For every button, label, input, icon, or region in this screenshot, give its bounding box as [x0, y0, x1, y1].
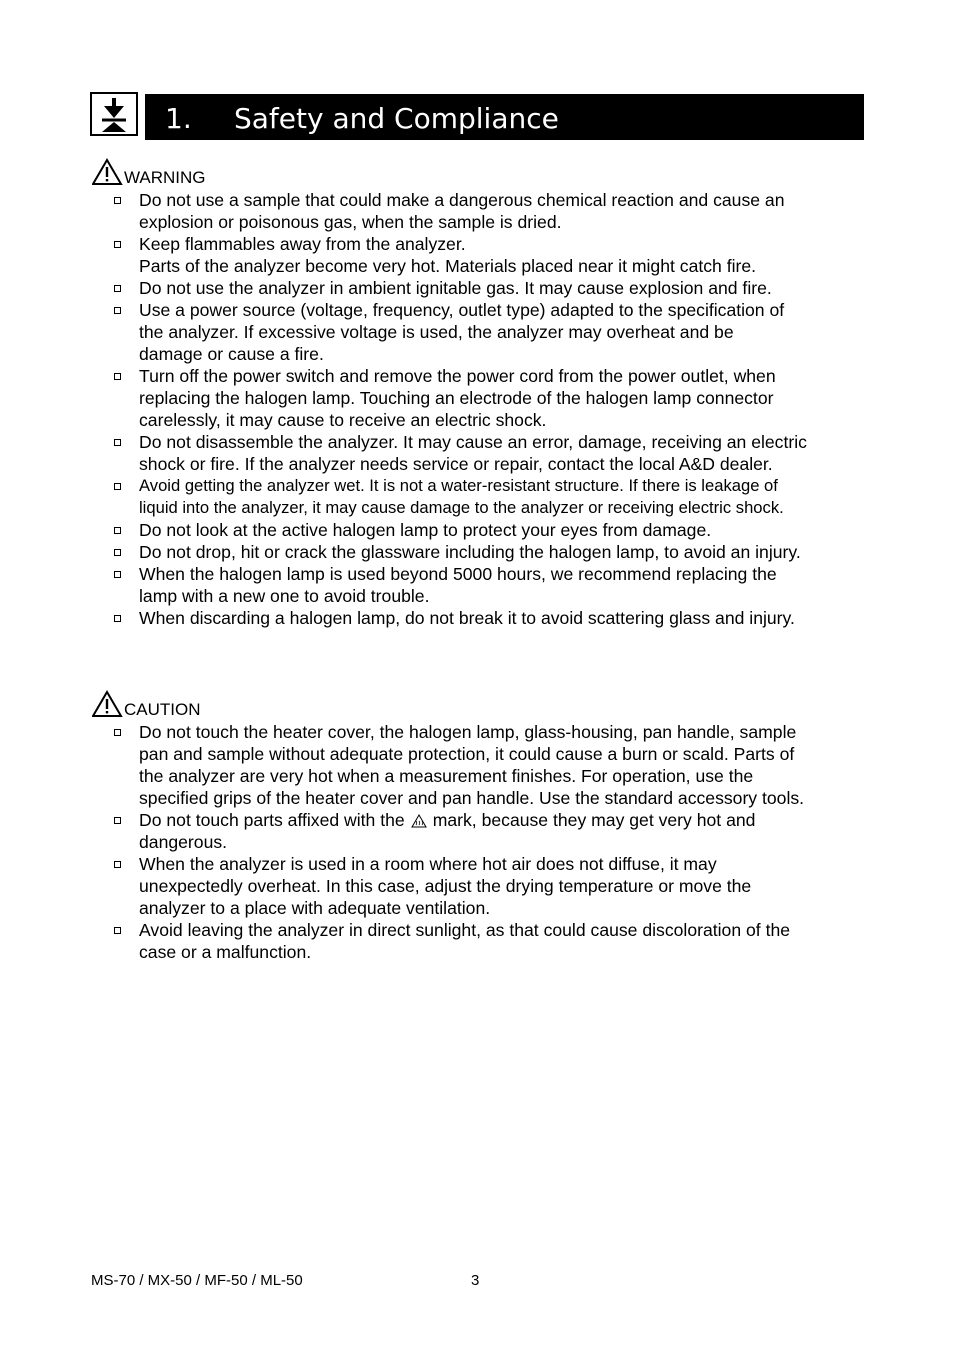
- bullet-icon: [114, 439, 121, 446]
- list-item: Do not use a sample that could make a dangerous chemical reaction and cause an explosion or poisonous gas, when the sample is dried.: [110, 189, 870, 233]
- caution-label: CAUTION: [124, 700, 201, 719]
- list-item: Avoid leaving the analyzer in direct sunlight, as that could cause discoloration of the case or a malfunction.: [110, 919, 870, 963]
- section-number: 1.: [165, 102, 192, 135]
- hot-surface-icon: [411, 814, 427, 828]
- list-item: Use a power source (voltage, frequency, outlet type) adapted to the specification of the analyzer. If excessive voltage is used, the analyzer may overheat and be damage or cause a fire.: [110, 299, 870, 365]
- warning-list: [110, 189, 870, 629]
- list-item: When the halogen lamp is used beyond 5000 hours, we recommend replacing the lamp with a new one to avoid trouble.: [110, 563, 870, 607]
- warning-label: WARNING: [124, 168, 206, 187]
- bullet-icon: [114, 861, 121, 868]
- bullet-icon: [114, 817, 121, 824]
- warning-triangle-icon: [92, 158, 124, 186]
- section-title-bar: [145, 94, 864, 140]
- weighing-arrow-icon: [90, 92, 138, 136]
- bullet-icon: [114, 571, 121, 578]
- bullet-icon: [114, 307, 121, 314]
- footer-model: MS-70 / MX-50 / MF-50 / ML-50: [91, 1272, 303, 1289]
- bullet-icon: [114, 483, 121, 490]
- list-item: Do not drop, hit or crack the glassware including the halogen lamp, to avoid an injury.: [110, 541, 870, 563]
- bullet-icon: [114, 373, 121, 380]
- bullet-icon: [114, 927, 121, 934]
- section-header: [90, 92, 865, 140]
- list-item: When discarding a halogen lamp, do not break it to avoid scattering glass and injury.: [110, 607, 870, 629]
- caution-triangle-icon: [92, 690, 124, 718]
- bullet-icon: [114, 549, 121, 556]
- section-title: Safety and Compliance: [234, 102, 559, 135]
- list-item: Keep flammables away from the analyzer. Parts of the analyzer become very hot. Materials placed near it might catch fire.: [110, 233, 870, 277]
- bullet-icon: [114, 241, 121, 248]
- list-item: When the analyzer is used in a room where hot air does not diffuse, it may unexpectedly overheat. In this case, adjust the drying temperature or move the analyzer to a place with adequate ventilation.: [110, 853, 870, 919]
- page-number: 3: [471, 1272, 480, 1289]
- bullet-icon: [114, 729, 121, 736]
- bullet-icon: [114, 197, 121, 204]
- bullet-icon: [114, 527, 121, 534]
- list-item: Do not touch parts affixed with the mark, because they may get very hot and dangerous.: [110, 809, 870, 853]
- list-item: Do not touch the heater cover, the halogen lamp, glass-housing, pan handle, sample pan and sample without adequate protection, it could cause a burn or scald. Parts of the analyzer are very hot when a measurement finishes. For operation, use the specified grips of the heater cover and pan handle. Use the standard accessory tools.: [110, 721, 870, 809]
- bullet-icon: [114, 285, 121, 292]
- list-item: Do not disassemble the analyzer. It may cause an error, damage, receiving an electric shock or fire. If the analyzer needs service or repair, contact the local A&D dealer.: [110, 431, 870, 475]
- list-item: Do not look at the active halogen lamp to protect your eyes from damage.: [110, 519, 870, 541]
- bullet-icon: [114, 615, 121, 622]
- caution-list: [110, 721, 870, 963]
- list-item: Do not use the analyzer in ambient ignitable gas. It may cause explosion and fire.: [110, 277, 870, 299]
- list-item: Avoid getting the analyzer wet. It is not a water-resistant structure. If there is leakage of liquid into the analyzer, it may cause damage to the analyzer or receiving electric shock.: [110, 475, 870, 519]
- list-item: Turn off the power switch and remove the power cord from the power outlet, when replacing the halogen lamp. Touching an electrode of the halogen lamp connector carelessly, it may cause to receive an electric shock.: [110, 365, 870, 431]
